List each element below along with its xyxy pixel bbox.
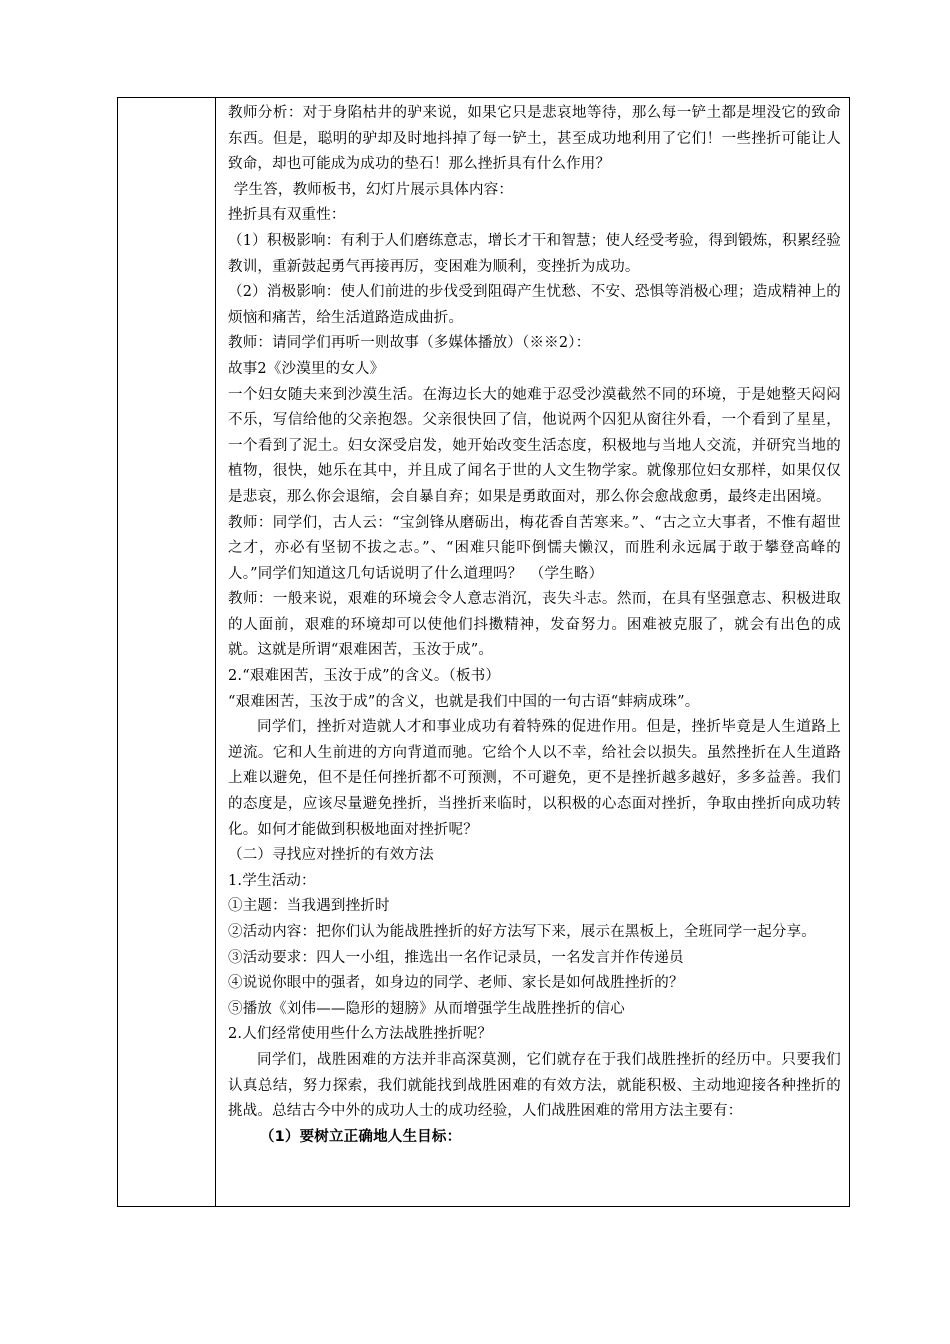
paragraph-story-title: 故事2《沙漠里的女人》 xyxy=(228,360,385,377)
paragraph-positive-effect: （1）积极影响：有利于人们磨练意志，增长才干和智慧；使人经受考验，得到锻炼，积累经验教训，重新鼓起勇气再接再厉，变困难为顺利，变挫折为成功。 xyxy=(228,232,841,275)
paragraph-story-body: 一个妇女随夫来到沙漠生活。在海边长大的她难于忍受沙漠截然不同的环境，于是她整天闷闷不乐，写信给他的父亲抱怨。父亲很快回了信，他说两个囚犯从窗往外看，一个看到了星星，一个看到了泥土。妇女深受启发，她开始改变生活态度，积极地与当地人交流，并研究当地的植物，很快，她乐在其中，并且成了闻名于世的人文生物学家。就像那位妇女那样，如果仅仅是悲哀，那么你会退缩，会自暴自弃；如果是勇敢面对，那么你会愈战愈勇，最终走出困境。 xyxy=(228,386,841,505)
paragraph-teacher-analysis: 教师分析：对于身陷枯井的驴来说，如果它只是悲哀地等待，那么每一铲土都是埋没它的致命东西。但是，聪明的驴却及时地抖掉了每一铲土，甚至成功地利用了它们！一些挫折可能让人致命，却也可能成为成功的垫石！那么挫折具有什么作用？ xyxy=(228,105,841,173)
paragraph-teacher-quotes: 教师：同学们，古人云：“宝剑锋从磨砺出，梅花香自苦寒来。”、“古之立大事者，不惟有超世之才，亦必有坚韧不拔之志。”、“困难只能吓倒懦夫懒汉，而胜利永远属于敢于攀登高峰的人。”同学们知道这几句话说明了什么道理吗？ （学生略） xyxy=(228,514,841,582)
paragraph-methods-question: 2.人们经常使用些什么方法战胜挫折呢？ xyxy=(228,1026,493,1043)
list-item-strong-people: ④说说你眼中的强者，如身边的同学、老师、家长是如何战胜挫折的？ xyxy=(228,975,684,992)
list-item-theme: ①主题：当我遇到挫折时 xyxy=(228,898,390,915)
paragraph-meaning-heading: 2.“艰难困苦，玉汝于成”的含义。（板书） xyxy=(228,668,501,685)
left-column-cell xyxy=(118,98,216,1206)
paragraph-methods-summary: 同学们，战胜困难的方法并非高深莫测，它们就存在于我们战胜挫折的经历中。只要我们认真总结，努力探索，我们就能找到战胜困难的有效方法，就能积极、主动地迎接各种挫折的挑战。总结古今中外的成功人士的成功经验，人们战胜困难的常用方法主要有： xyxy=(228,1051,841,1120)
paragraph-student-activity: 1.学生活动： xyxy=(228,872,316,889)
list-item-play-video: ⑤播放《刘伟——隐形的翅膀》从而增强学生战胜挫折的信心 xyxy=(228,1000,625,1017)
list-item-activity-requirements: ③活动要求：四人一小组，推选出一名作记录员，一名发言并作传递员 xyxy=(228,949,684,966)
paragraph-meaning-body: “艰难困苦，玉汝于成”的含义，也就是我们中国的一句古语“蚌病成珠”。 xyxy=(228,693,700,710)
paragraph-student-answer: 学生答，教师板书，幻灯片展示具体内容： xyxy=(233,181,514,198)
paragraph-teacher-story-intro: 教师：请同学们再听一则故事（多媒体播放）（※※2）： xyxy=(228,335,591,352)
content-cell xyxy=(216,98,849,1206)
paragraph-teacher-explanation: 教师：一般来说，艰难的环境会令人意志消沉，丧失斗志。然而，在具有坚强意志、积极进取的人面前，艰难的环境却可以使他们抖擞精神，发奋努力。困难被克服了，就会有出色的成就。这就是所谓“艰难困苦，玉汝于成”。 xyxy=(228,591,841,659)
paragraph-duality-heading: 挫折具有双重性： xyxy=(228,207,346,224)
paragraph-frustration-discussion: 同学们，挫折对造就人才和事业成功有着特殊的促进作用。但是，挫折毕竟是人生道路上逆流。它和人生前进的方向背道而驰。它给个人以不幸，给社会以损失。虽然挫折在人生道路上难以避免，但不是任何挫折都不可预测，不可避免，更不是挫折越多越好，多多益善。我们的态度是，应该尽量避免挫折，当挫折来临时，以积极的心态面对挫折，争取由挫折向成功转化。如何才能做到积极地面对挫折呢？ xyxy=(228,719,841,838)
subheading-life-goal: （1）要树立正确地人生目标： xyxy=(259,1128,462,1145)
section-heading-methods: （二）寻找应对挫折的有效方法 xyxy=(228,847,434,864)
list-item-activity-content: ②活动内容：把你们认为能战胜挫折的好方法写下来，展示在黑板上，全班同学一起分享。 xyxy=(228,924,816,940)
paragraph-negative-effect: （2）消极影响：使人们前进的步伐受到阻碍产生忧愁、不安、恐惧等消极心理；造成精神上的烦恼和痛苦，给生活道路造成曲折。 xyxy=(228,284,841,326)
lesson-table xyxy=(117,97,850,1207)
